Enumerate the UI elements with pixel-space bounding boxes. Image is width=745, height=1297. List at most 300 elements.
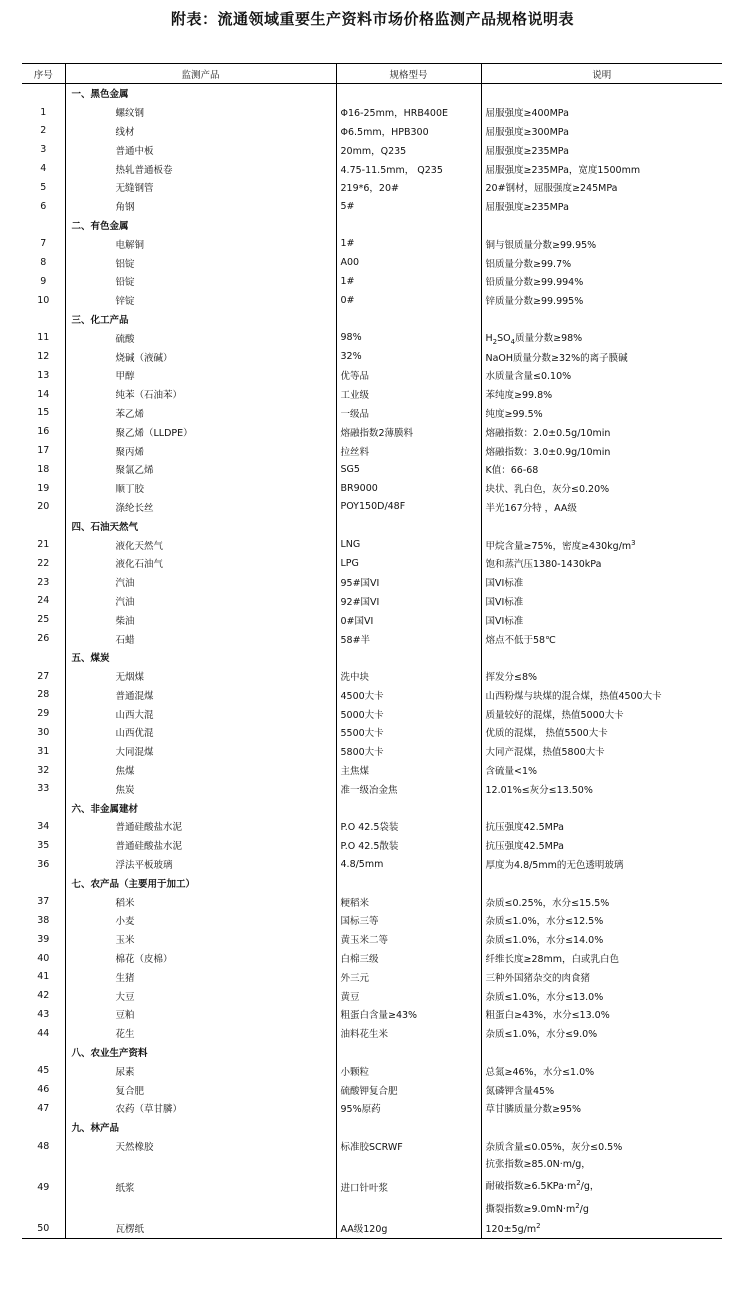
description: 熔融指数：2.0±0.5g/10min bbox=[481, 422, 722, 441]
product-name: 铝锭 bbox=[65, 253, 336, 272]
row-number: 49 bbox=[37, 1181, 50, 1193]
superscript: 2 bbox=[575, 1201, 580, 1210]
spec-model: Φ6.5mm，HPB300 bbox=[336, 122, 481, 141]
spec-model: 白棉三级 bbox=[336, 949, 481, 968]
row-number: 46 bbox=[37, 1084, 50, 1096]
row-number: 40 bbox=[37, 952, 50, 964]
row-number: 42 bbox=[37, 990, 50, 1002]
spec-model: 准一级冶金焦 bbox=[336, 779, 481, 798]
spec-model: BR9000 bbox=[336, 479, 481, 498]
table-row bbox=[22, 272, 722, 291]
row-number: 33 bbox=[37, 783, 50, 795]
category-desc-cell bbox=[481, 1118, 722, 1137]
header-no: 序号 bbox=[22, 64, 65, 84]
spec-model: 5800大卡 bbox=[336, 742, 481, 761]
description-line bbox=[486, 1174, 723, 1196]
spec-model: 4.75-11.5mm， Q235 bbox=[336, 159, 481, 178]
spec-model: 工业级 bbox=[336, 385, 481, 404]
category-title: 一、黑色金属 bbox=[65, 84, 336, 103]
category-no-cell bbox=[22, 216, 65, 235]
product-name: 汽油 bbox=[65, 573, 336, 592]
description: 屈服强度≥235MPa，宽度1500mm bbox=[481, 159, 722, 178]
row-number: 45 bbox=[37, 1065, 50, 1077]
category-spec-cell bbox=[336, 216, 481, 235]
row-number: 32 bbox=[37, 764, 50, 776]
superscript: 3 bbox=[631, 538, 636, 547]
spec-model: 95%原药 bbox=[336, 1099, 481, 1118]
category-row bbox=[22, 1118, 722, 1137]
table-row bbox=[22, 704, 722, 723]
header-spec: 规格型号 bbox=[336, 64, 481, 84]
product-name: 苯乙烯 bbox=[65, 404, 336, 423]
product-name: 无缝钢管 bbox=[65, 178, 336, 197]
category-desc-cell bbox=[481, 310, 722, 329]
description: 国VI标准 bbox=[481, 592, 722, 611]
spec-model: 国标三等 bbox=[336, 911, 481, 930]
description: 国VI标准 bbox=[481, 610, 722, 629]
product-name: 大同混煤 bbox=[65, 742, 336, 761]
table-row bbox=[22, 667, 722, 686]
table-body bbox=[22, 84, 722, 1239]
row-number: 48 bbox=[37, 1140, 50, 1152]
category-spec-cell bbox=[336, 84, 481, 103]
description: 挥发分≤8% bbox=[481, 667, 722, 686]
description-tail: /g bbox=[579, 1203, 589, 1215]
spec-model: LNG bbox=[336, 535, 481, 554]
spec-model: 洗中块 bbox=[336, 667, 481, 686]
product-name: 瓦楞纸 bbox=[65, 1219, 336, 1238]
description: 草甘膦质量分数≥95% bbox=[481, 1099, 722, 1118]
description: 质量较好的混煤，热值5000大卡 bbox=[481, 704, 722, 723]
category-no-cell bbox=[22, 310, 65, 329]
spec-model: POY150D/48F bbox=[336, 498, 481, 517]
spec-model: 小颗粒 bbox=[336, 1061, 481, 1080]
description: 屈服强度≥400MPa bbox=[481, 103, 722, 122]
product-name: 山西大混 bbox=[65, 704, 336, 723]
description: 杂质≤1.0%，水分≤14.0% bbox=[481, 930, 722, 949]
category-row bbox=[22, 798, 722, 817]
row-number: 26 bbox=[37, 633, 50, 644]
description: 纤维长度≥28mm，白或乳白色 bbox=[481, 949, 722, 968]
product-name: 电解铜 bbox=[65, 234, 336, 253]
product-name: 稻米 bbox=[65, 892, 336, 911]
spec-model: 主焦煤 bbox=[336, 761, 481, 780]
category-desc-cell bbox=[481, 516, 722, 535]
description: 山西粉煤与块煤的混合煤，热值4500大卡 bbox=[481, 686, 722, 705]
row-number: 30 bbox=[37, 726, 50, 738]
spec-model: 1# bbox=[336, 272, 481, 291]
category-row bbox=[22, 84, 722, 103]
table-row bbox=[22, 535, 722, 554]
category-desc-cell bbox=[481, 873, 722, 892]
category-spec-cell bbox=[336, 798, 481, 817]
description: 粗蛋白≥43%，水分≤13.0% bbox=[481, 1005, 722, 1024]
row-number: 17 bbox=[37, 445, 50, 457]
row-number: 5 bbox=[40, 181, 47, 193]
subscript: 4 bbox=[510, 337, 516, 346]
row-number: 3 bbox=[40, 144, 47, 156]
category-no-cell bbox=[22, 873, 65, 892]
table-row bbox=[22, 291, 722, 310]
description bbox=[481, 535, 722, 554]
table-row bbox=[22, 479, 722, 498]
table-row bbox=[22, 103, 722, 122]
description: 块状、乳白色，灰分≤0.20% bbox=[481, 479, 722, 498]
row-number: 39 bbox=[37, 933, 50, 945]
row-number: 36 bbox=[37, 858, 50, 870]
description bbox=[481, 1219, 722, 1238]
spec-model: 5# bbox=[336, 197, 481, 216]
table-row bbox=[22, 592, 722, 611]
table-row bbox=[22, 1219, 722, 1238]
row-number: 15 bbox=[37, 407, 50, 419]
row-number: 31 bbox=[37, 745, 50, 757]
table-row bbox=[22, 892, 722, 911]
description: 饱和蒸汽压1380-1430kPa bbox=[481, 554, 722, 573]
header-product: 监测产品 bbox=[65, 64, 336, 84]
description-line bbox=[486, 1155, 723, 1174]
description: 熔融指数：3.0±0.9g/10min bbox=[481, 441, 722, 460]
category-no-cell bbox=[22, 798, 65, 817]
description: 厚度为4.8/5mm的无色透明玻璃 bbox=[481, 855, 722, 874]
table-row bbox=[22, 366, 722, 385]
product-name: 生猪 bbox=[65, 967, 336, 986]
row-number: 20 bbox=[37, 501, 50, 513]
row-number: 7 bbox=[40, 238, 47, 250]
category-row bbox=[22, 873, 722, 892]
table-row bbox=[22, 629, 722, 648]
description-text: H bbox=[485, 332, 493, 344]
description: 屈服强度≥235MPa bbox=[481, 197, 722, 216]
row-number: 21 bbox=[37, 539, 50, 551]
product-name: 复合肥 bbox=[65, 1080, 336, 1099]
row-number: 1 bbox=[40, 106, 47, 118]
description: 杂质含量≤0.05%，灰分≤0.5% bbox=[481, 1137, 722, 1156]
product-name: 聚丙烯 bbox=[65, 441, 336, 460]
page-title: 附表：流通领域重要生产资料市场价格监测产品规格说明表 bbox=[170, 10, 574, 28]
product-name: 液化石油气 bbox=[65, 554, 336, 573]
description-tail: /g， bbox=[580, 1181, 600, 1193]
product-name: 汽油 bbox=[65, 592, 336, 611]
table-row bbox=[22, 967, 722, 986]
spec-model: 标准胶SCRWF bbox=[336, 1137, 481, 1156]
product-name: 浮法平板玻璃 bbox=[65, 855, 336, 874]
product-name: 聚乙烯（LLDPE） bbox=[65, 422, 336, 441]
table-row bbox=[22, 817, 722, 836]
table-row bbox=[22, 159, 722, 178]
spec-model: 1# bbox=[336, 234, 481, 253]
category-row bbox=[22, 1043, 722, 1062]
description-text: 120±5g/m bbox=[485, 1223, 537, 1235]
spec-model: 硫酸钾复合肥 bbox=[336, 1080, 481, 1099]
product-name: 大豆 bbox=[65, 986, 336, 1005]
product-name: 焦煤 bbox=[65, 761, 336, 780]
category-title: 三、化工产品 bbox=[65, 310, 336, 329]
row-number: 24 bbox=[37, 595, 50, 607]
row-number: 14 bbox=[37, 388, 50, 400]
spec-model: 拉丝料 bbox=[336, 441, 481, 460]
category-title: 六、非金属建材 bbox=[65, 798, 336, 817]
spec-model: P.O 42.5袋装 bbox=[336, 817, 481, 836]
spec-model: 黄豆 bbox=[336, 986, 481, 1005]
spec-model: 58#半 bbox=[336, 629, 481, 648]
category-no-cell bbox=[22, 648, 65, 667]
row-number: 11 bbox=[37, 332, 50, 344]
table-row bbox=[22, 328, 722, 347]
category-spec-cell bbox=[336, 310, 481, 329]
table-row bbox=[22, 498, 722, 517]
table-row bbox=[22, 986, 722, 1005]
row-number: 37 bbox=[37, 896, 50, 908]
table-row bbox=[22, 1080, 722, 1099]
product-name: 角钢 bbox=[65, 197, 336, 216]
spec-model: 外三元 bbox=[336, 967, 481, 986]
description: 铝质量分数≥99.7% bbox=[481, 253, 722, 272]
spec-model: AA级120g bbox=[336, 1219, 481, 1238]
description: 苯纯度≥99.8% bbox=[481, 385, 722, 404]
product-name: 热轧普通板卷 bbox=[65, 159, 336, 178]
row-number: 4 bbox=[40, 163, 47, 175]
table-row bbox=[22, 742, 722, 761]
product-name: 普通硅酸盐水泥 bbox=[65, 836, 336, 855]
table-row bbox=[22, 422, 722, 441]
description: 大同产混煤，热值5800大卡 bbox=[481, 742, 722, 761]
table-row bbox=[22, 1005, 722, 1024]
product-name: 玉米 bbox=[65, 930, 336, 949]
superscript: 2 bbox=[536, 1221, 541, 1230]
table-row bbox=[22, 460, 722, 479]
description-text: 质量分数≥98% bbox=[515, 332, 583, 344]
category-row bbox=[22, 516, 722, 535]
product-name: 豆粕 bbox=[65, 1005, 336, 1024]
spec-model: 油料花生米 bbox=[336, 1024, 481, 1043]
description: 杂质≤1.0%，水分≤9.0% bbox=[481, 1024, 722, 1043]
spec-model: LPG bbox=[336, 554, 481, 573]
category-title: 九、林产品 bbox=[65, 1118, 336, 1137]
table-row bbox=[22, 1099, 722, 1118]
spec-model: 5000大卡 bbox=[336, 704, 481, 723]
description: NaOH质量分数≥32%的离子膜碱 bbox=[481, 347, 722, 366]
row-number: 19 bbox=[37, 482, 50, 494]
description: 锌质量分数≥99.995% bbox=[481, 291, 722, 310]
spec-model: 92#国VI bbox=[336, 592, 481, 611]
row-number: 6 bbox=[40, 200, 47, 212]
table-row bbox=[22, 253, 722, 272]
product-name: 普通中板 bbox=[65, 140, 336, 159]
spec-model: 32% bbox=[336, 347, 481, 366]
description: 杂质≤0.25%，水分≤15.5% bbox=[481, 892, 722, 911]
table-row bbox=[22, 761, 722, 780]
description: 三种外国猪杂交的肉食猪 bbox=[481, 967, 722, 986]
description-text: 耐破指数≥6.5KPa·m bbox=[485, 1181, 577, 1193]
table-row bbox=[22, 404, 722, 423]
description: 国VI标准 bbox=[481, 573, 722, 592]
table-row bbox=[22, 441, 722, 460]
spec-model: 优等品 bbox=[336, 366, 481, 385]
description: 半光167分特 ，AA级 bbox=[481, 498, 722, 517]
category-row bbox=[22, 310, 722, 329]
product-name: 无烟煤 bbox=[65, 667, 336, 686]
table-row bbox=[22, 234, 722, 253]
row-number: 29 bbox=[37, 708, 50, 720]
table-row bbox=[22, 1024, 722, 1043]
product-name: 普通混煤 bbox=[65, 686, 336, 705]
spec-model: Φ16-25mm，HRB400E bbox=[336, 103, 481, 122]
product-name: 锌锭 bbox=[65, 291, 336, 310]
table-row bbox=[22, 573, 722, 592]
table-row bbox=[22, 197, 722, 216]
row-number: 50 bbox=[22, 1219, 65, 1238]
table-row bbox=[22, 1155, 722, 1218]
row-number: 27 bbox=[37, 670, 50, 682]
product-name: 柴油 bbox=[65, 610, 336, 629]
description: 铅质量分数≥99.994% bbox=[481, 272, 722, 291]
row-number: 16 bbox=[37, 426, 50, 438]
description: 杂质≤1.0%，水分≤13.0% bbox=[481, 986, 722, 1005]
product-name: 烧碱（液碱） bbox=[65, 347, 336, 366]
spec-model: 一级品 bbox=[336, 404, 481, 423]
product-name: 纸浆 bbox=[65, 1155, 336, 1218]
product-name: 聚氯乙烯 bbox=[65, 460, 336, 479]
superscript: 2 bbox=[576, 1179, 581, 1188]
table-row bbox=[22, 723, 722, 742]
description bbox=[481, 1155, 722, 1218]
category-spec-cell bbox=[336, 1043, 481, 1062]
spec-model: 0#国VI bbox=[336, 610, 481, 629]
product-name: 尿素 bbox=[65, 1061, 336, 1080]
table-row bbox=[22, 855, 722, 874]
row-number: 22 bbox=[37, 557, 50, 569]
spec-model: 98% bbox=[336, 328, 481, 347]
spec-model: 4.8/5mm bbox=[336, 855, 481, 874]
product-name: 硫酸 bbox=[65, 328, 336, 347]
description: 总氮≥46%，水分≤1.0% bbox=[481, 1061, 722, 1080]
description: 12.01%≤灰分≤13.50% bbox=[481, 779, 722, 798]
table-row bbox=[22, 347, 722, 366]
row-number: 23 bbox=[37, 576, 50, 588]
row-number: 8 bbox=[40, 257, 47, 269]
row-number: 9 bbox=[40, 275, 47, 287]
spec-model: 20mm，Q235 bbox=[336, 140, 481, 159]
description bbox=[481, 328, 722, 347]
description: 杂质≤1.0%，水分≤12.5% bbox=[481, 911, 722, 930]
category-desc-cell bbox=[481, 84, 722, 103]
description: K值：66-68 bbox=[481, 460, 722, 479]
product-name: 石蜡 bbox=[65, 629, 336, 648]
product-name: 涤纶长丝 bbox=[65, 498, 336, 517]
description: 水质量含量≤0.10% bbox=[481, 366, 722, 385]
table-row bbox=[22, 779, 722, 798]
description-text: 抗张指数≥85.0N·m/g， bbox=[485, 1159, 591, 1171]
description: 含硫量<1% bbox=[481, 761, 722, 780]
row-number: 44 bbox=[37, 1027, 50, 1039]
description: 屈服强度≥300MPa bbox=[481, 122, 722, 141]
description: 抗压强度42.5MPa bbox=[481, 836, 722, 855]
product-name: 普通硅酸盐水泥 bbox=[65, 817, 336, 836]
category-desc-cell bbox=[481, 216, 722, 235]
category-title: 五、煤炭 bbox=[65, 648, 336, 667]
category-desc-cell bbox=[481, 1043, 722, 1062]
table-row bbox=[22, 911, 722, 930]
row-number: 25 bbox=[37, 614, 50, 626]
category-no-cell bbox=[22, 1043, 65, 1062]
row-number: 13 bbox=[37, 369, 50, 381]
description-text: SO bbox=[497, 332, 511, 344]
category-spec-cell bbox=[336, 516, 481, 535]
description: 熔点不低于58℃ bbox=[481, 629, 722, 648]
spec-model: 4500大卡 bbox=[336, 686, 481, 705]
row-number: 43 bbox=[37, 1008, 50, 1020]
spec-table bbox=[22, 63, 722, 1239]
description: 屈服强度≥235MPa bbox=[481, 140, 722, 159]
spec-model: 黄玉米二等 bbox=[336, 930, 481, 949]
row-number: 10 bbox=[37, 294, 50, 306]
category-desc-cell bbox=[481, 648, 722, 667]
product-name: 花生 bbox=[65, 1024, 336, 1043]
row-number: 47 bbox=[37, 1102, 50, 1114]
description: 抗压强度42.5MPa bbox=[481, 817, 722, 836]
table-row bbox=[22, 178, 722, 197]
subscript: 2 bbox=[492, 337, 498, 346]
product-name: 顺丁胶 bbox=[65, 479, 336, 498]
spec-model: 219*6，20# bbox=[336, 178, 481, 197]
row-number: 12 bbox=[37, 351, 50, 363]
row-number: 34 bbox=[37, 820, 50, 832]
description-line bbox=[486, 1197, 723, 1219]
category-desc-cell bbox=[481, 798, 722, 817]
category-spec-cell bbox=[336, 1118, 481, 1137]
table-row bbox=[22, 140, 722, 159]
table-row bbox=[22, 949, 722, 968]
spec-model: 5500大卡 bbox=[336, 723, 481, 742]
category-title: 八、农业生产资料 bbox=[65, 1043, 336, 1062]
product-name: 液化天然气 bbox=[65, 535, 336, 554]
category-row bbox=[22, 648, 722, 667]
product-name: 甲醇 bbox=[65, 366, 336, 385]
spec-model: 粳稻米 bbox=[336, 892, 481, 911]
spec-model: 进口针叶浆 bbox=[336, 1155, 481, 1218]
row-number: 2 bbox=[40, 125, 47, 137]
description: 氮磷钾含量45% bbox=[481, 1080, 722, 1099]
description: 铜与银质量分数≥99.95% bbox=[481, 234, 722, 253]
header-desc: 说明 bbox=[481, 64, 722, 84]
spec-model: 粗蛋白含量≥43% bbox=[336, 1005, 481, 1024]
table-row bbox=[22, 554, 722, 573]
table-row bbox=[22, 1061, 722, 1080]
spec-model: SG5 bbox=[336, 460, 481, 479]
category-spec-cell bbox=[336, 648, 481, 667]
description: 纯度≥99.5% bbox=[481, 404, 722, 423]
row-number: 38 bbox=[37, 914, 50, 926]
table-row bbox=[22, 1137, 722, 1156]
product-name: 天然橡胶 bbox=[65, 1137, 336, 1156]
table-row bbox=[22, 385, 722, 404]
category-title: 四、石油天然气 bbox=[65, 516, 336, 535]
category-no-cell bbox=[22, 84, 65, 103]
product-name: 焦炭 bbox=[65, 779, 336, 798]
row-number: 28 bbox=[37, 689, 50, 701]
spec-model: 95#国VI bbox=[336, 573, 481, 592]
spec-model: 熔融指数2薄膜料 bbox=[336, 422, 481, 441]
category-no-cell bbox=[22, 1118, 65, 1137]
description-text: 甲烷含量≥75%，密度≥430kg/m bbox=[485, 540, 632, 552]
row-number: 18 bbox=[37, 463, 50, 475]
category-spec-cell bbox=[336, 873, 481, 892]
row-number: 35 bbox=[37, 839, 50, 851]
table-row bbox=[22, 836, 722, 855]
category-no-cell bbox=[22, 516, 65, 535]
product-name: 螺纹钢 bbox=[65, 103, 336, 122]
